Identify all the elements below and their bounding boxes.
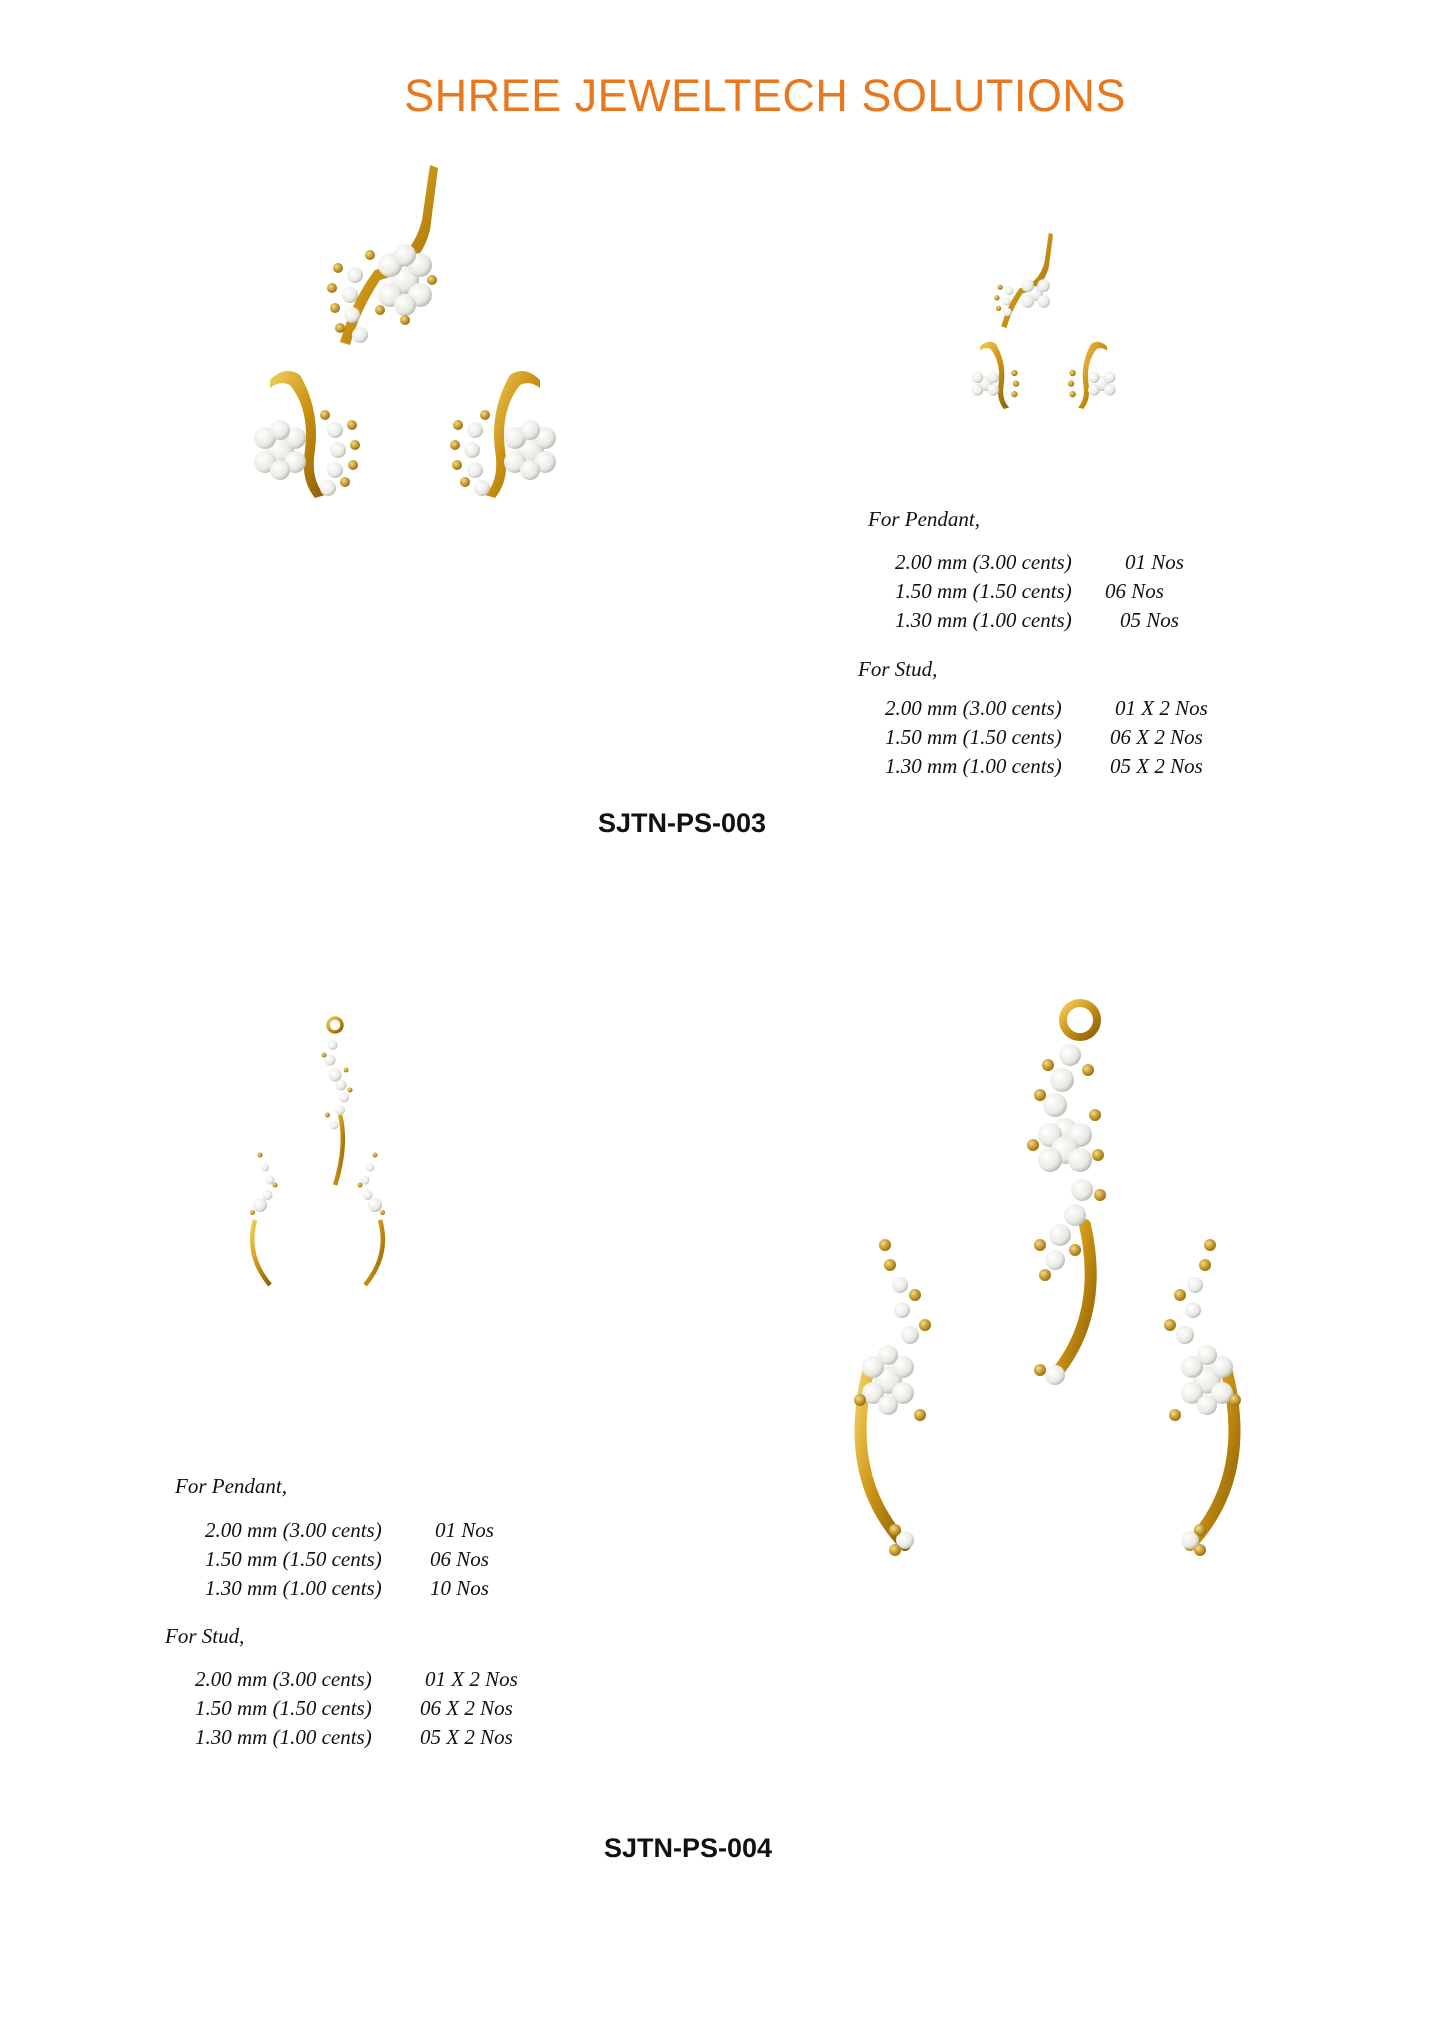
product-1-code: SJTN-PS-003 bbox=[598, 808, 767, 838]
stone-size: 1.30 mm (1.00 cents) bbox=[895, 608, 1072, 632]
stone-qty: 05 X 2 Nos bbox=[420, 1725, 513, 1749]
spec-row bbox=[885, 752, 1265, 781]
spec-row bbox=[895, 577, 1235, 606]
spec-row bbox=[885, 694, 1265, 723]
stone-qty: 06 Nos bbox=[1105, 579, 1164, 603]
stud-left-piece bbox=[854, 1239, 931, 1556]
stone-qty: 01 X 2 Nos bbox=[1115, 696, 1208, 720]
stud-right-piece bbox=[450, 371, 556, 498]
stud-left-piece bbox=[254, 371, 360, 498]
product-2-pendant-spec bbox=[175, 1472, 535, 1501]
spec-row bbox=[895, 606, 1235, 635]
pendant-set-small-image-2 bbox=[240, 1015, 410, 1295]
pendant-piece bbox=[1027, 1003, 1106, 1385]
product-1-stud-spec bbox=[858, 655, 1218, 684]
stone-size: 1.30 mm (1.00 cents) bbox=[195, 1725, 372, 1749]
stone-qty: 06 X 2 Nos bbox=[1110, 725, 1203, 749]
pendant-piece bbox=[327, 165, 438, 345]
spec-heading: For Pendant, bbox=[868, 507, 980, 531]
stone-size: 1.50 mm (1.50 cents) bbox=[895, 579, 1072, 603]
stone-qty: 01 Nos bbox=[1125, 550, 1184, 574]
stone-qty: 01 X 2 Nos bbox=[425, 1667, 518, 1691]
pendant-set-small-image bbox=[980, 228, 1160, 428]
product-2-stud-spec bbox=[165, 1622, 525, 1651]
pendant-set-large-image-2 bbox=[840, 995, 1260, 1575]
product-2-pendant-rows bbox=[205, 1516, 545, 1603]
stone-qty: 01 Nos bbox=[435, 1518, 494, 1542]
stone-qty: 05 X 2 Nos bbox=[1110, 754, 1203, 778]
stone-size: 1.50 mm (1.50 cents) bbox=[205, 1547, 382, 1571]
stone-size: 1.50 mm (1.50 cents) bbox=[195, 1696, 372, 1720]
spec-row bbox=[195, 1665, 575, 1694]
spec-row bbox=[195, 1694, 575, 1723]
spec-row bbox=[205, 1545, 545, 1574]
stone-size: 2.00 mm (3.00 cents) bbox=[195, 1667, 372, 1691]
spec-heading: For Pendant, bbox=[175, 1474, 287, 1498]
stone-qty: 06 Nos bbox=[430, 1547, 489, 1571]
spec-heading: For Stud, bbox=[858, 657, 938, 681]
stone-size: 1.50 mm (1.50 cents) bbox=[885, 725, 1062, 749]
stone-qty: 06 X 2 Nos bbox=[420, 1696, 513, 1720]
spec-heading: For Stud, bbox=[165, 1624, 245, 1648]
spec-row bbox=[205, 1516, 545, 1545]
stone-size: 2.00 mm (3.00 cents) bbox=[885, 696, 1062, 720]
spec-row bbox=[885, 723, 1265, 752]
product-1-pendant-spec bbox=[868, 505, 1228, 534]
product-2-stud-rows bbox=[195, 1665, 575, 1752]
spec-row bbox=[205, 1574, 545, 1603]
stone-size: 2.00 mm (3.00 cents) bbox=[895, 550, 1072, 574]
pendant-set-large-image bbox=[240, 160, 580, 530]
stone-size: 1.30 mm (1.00 cents) bbox=[205, 1576, 382, 1600]
product-2-code: SJTN-PS-004 bbox=[604, 1833, 773, 1863]
stone-size: 1.30 mm (1.00 cents) bbox=[885, 754, 1062, 778]
product-1-pendant-rows bbox=[895, 548, 1235, 635]
company-title: SHREE JEWELTECH SOLUTIONS bbox=[404, 70, 1126, 121]
stone-qty: 10 Nos bbox=[430, 1576, 489, 1600]
stone-size: 2.00 mm (3.00 cents) bbox=[205, 1518, 382, 1542]
spec-row bbox=[195, 1723, 575, 1752]
stud-right-piece bbox=[1164, 1239, 1241, 1556]
spec-row bbox=[895, 548, 1235, 577]
product-1-stud-rows bbox=[885, 694, 1265, 781]
stone-qty: 05 Nos bbox=[1120, 608, 1179, 632]
